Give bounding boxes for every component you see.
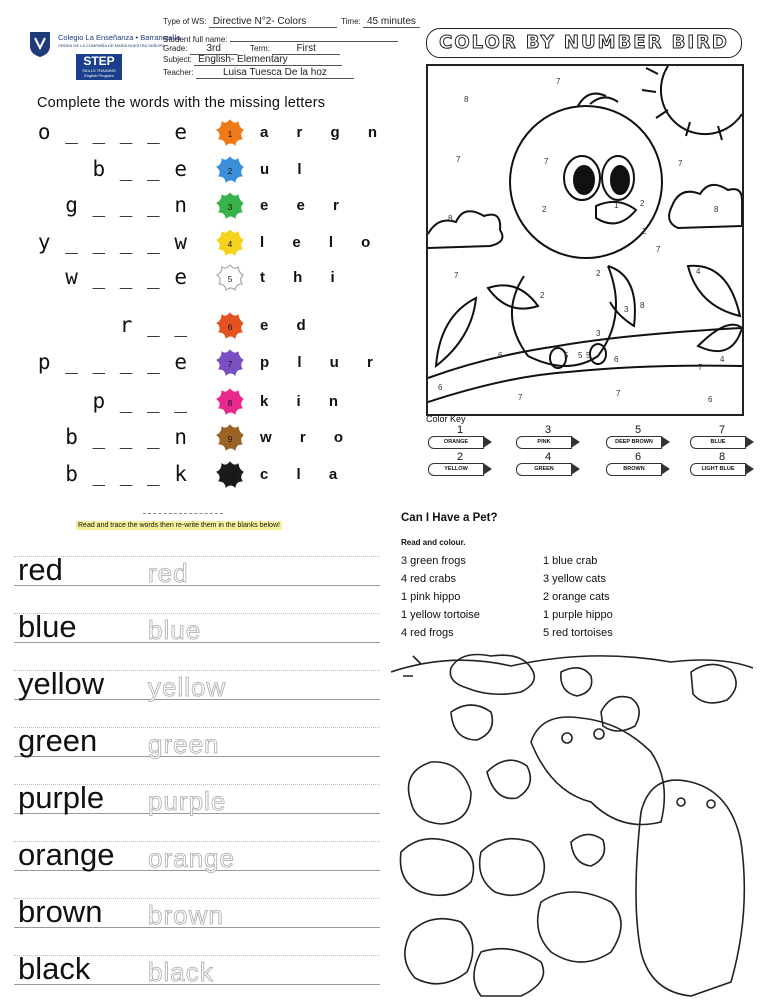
type-of-ws-field[interactable]: Directive N°2- Colors [209, 16, 337, 28]
svg-text:1: 1 [227, 130, 233, 139]
bird-region-number: 1 [614, 201, 619, 210]
word-pattern-9[interactable]: b _ _ _ n [65, 425, 188, 449]
scrambled-letters-4: l e l o [260, 234, 383, 251]
svg-text:10: 10 [225, 472, 235, 481]
bird-region-number: 7 [656, 245, 661, 254]
paint-splat-icon-10 [215, 460, 245, 490]
pet-list-left [401, 552, 480, 642]
term-field[interactable]: First [272, 43, 340, 55]
paint-splat-icon-1 [215, 118, 245, 148]
pet-list-item: 1 purple hippo [543, 609, 613, 621]
word-pattern-1[interactable]: o _ _ _ _ e [37, 120, 188, 144]
crayon-icon: BLUE [690, 436, 746, 449]
scrambled-letters-10: c l a [260, 466, 350, 483]
scrambled-letters-5: t h i [260, 269, 347, 286]
paint-splat-icon-4 [215, 228, 245, 258]
scrambled-letters-8: k i n [260, 393, 351, 410]
trace-word: purple [18, 780, 105, 815]
bird-region-number: 7 [678, 159, 683, 168]
trace-word: red [18, 552, 63, 587]
bird-region-number: 5 [564, 351, 569, 360]
pet-coloring-picture[interactable] [391, 652, 753, 1000]
trace-instructions: Read and trace the words then re-write them in the blanks below! [78, 522, 280, 529]
pet-list-item: 3 green frogs [401, 555, 466, 567]
svg-text:2: 2 [227, 167, 233, 176]
bird-region-number: 2 [642, 227, 647, 236]
svg-text:3: 3 [227, 203, 233, 212]
color-key-title: Color Key [426, 414, 466, 424]
bird-region-number: 2 [640, 199, 645, 208]
color-key-item-6: 6 BROWN [606, 451, 670, 476]
word-pattern-4[interactable]: y _ _ _ _ w [37, 230, 188, 254]
scrambled-letters-2: u l [260, 161, 314, 178]
crayon-icon: YELLOW [428, 463, 484, 476]
time-field[interactable]: 45 minutes [363, 16, 420, 28]
svg-text:8: 8 [227, 399, 233, 408]
trace-word: black [18, 951, 91, 986]
word-pattern-8[interactable]: p _ _ _ [92, 389, 188, 413]
svg-text:6: 6 [227, 323, 233, 332]
bird-region-number: 3 [596, 329, 601, 338]
scrambled-letters-9: w r o [260, 429, 356, 446]
teacher-row: Teacher: Luisa Tuesca De la hoz [163, 67, 354, 79]
color-key-item-7: 7 BLUE [690, 424, 754, 449]
student-name-field[interactable] [230, 32, 398, 42]
trace-ghost-word: green [148, 729, 220, 759]
bird-region-number: 6 [498, 351, 503, 360]
trace-row-yellow[interactable] [14, 666, 380, 712]
color-key-item-8: 8 LIGHT BLUE [690, 451, 754, 476]
trace-row-brown[interactable] [14, 894, 380, 940]
word-pattern-3[interactable]: g _ _ _ n [65, 193, 188, 217]
trace-row-green[interactable] [14, 723, 380, 769]
crayon-icon: PINK [516, 436, 572, 449]
svg-text:9: 9 [227, 435, 233, 444]
trace-row-red[interactable] [14, 552, 380, 598]
scrambled-letters-6: e d [260, 317, 318, 334]
trace-word: green [18, 723, 98, 758]
svg-text:7: 7 [227, 360, 233, 369]
school-logo [28, 30, 52, 58]
type-of-ws-row: Type of WS: Directive N°2- Colors Time: 45 minutes [163, 16, 420, 28]
bird-region-number: 6 [708, 395, 713, 404]
student-name-row: Student full name: [163, 32, 398, 44]
color-key-item-4: 4 GREEN [516, 451, 580, 476]
subject-field[interactable]: English- Elementary [194, 54, 342, 66]
paint-splat-icon-7 [215, 348, 245, 378]
bird-drawing [428, 66, 742, 414]
bird-region-number: 2 [542, 205, 547, 214]
trace-ghost-word: blue [148, 615, 202, 645]
bird-region-number: 4 [696, 267, 701, 276]
trace-ghost-word: black [148, 957, 214, 987]
bird-region-number: 8 [448, 214, 453, 223]
bird-region-number: 7 [454, 271, 459, 280]
pet-list-item: 1 yellow tortoise [401, 609, 480, 621]
trace-row-purple[interactable] [14, 780, 380, 826]
bird-region-number: 8 [464, 95, 469, 104]
trace-ghost-word: orange [148, 843, 235, 873]
pet-list-item: 1 pink hippo [401, 591, 461, 603]
pet-list-item: 2 orange cats [543, 591, 610, 603]
trace-row-orange[interactable] [14, 837, 380, 883]
paint-splat-icon-9 [215, 423, 245, 453]
paint-splat-icon-6 [215, 311, 245, 341]
step-badge: STEP SKILLS TRAINING English Program [76, 54, 122, 80]
crayon-icon: DEEP BROWN [606, 436, 662, 449]
color-key-item-3: 3 PINK [516, 424, 580, 449]
svg-text:4: 4 [227, 240, 233, 249]
pet-subtitle: Read and colour. [401, 538, 466, 547]
scrambled-letters-3: e e r [260, 197, 351, 214]
pet-list-item: 4 red crabs [401, 573, 457, 585]
bird-coloring-picture[interactable] [426, 64, 744, 416]
crayon-icon: ORANGE [428, 436, 484, 449]
svg-text:5: 5 [227, 275, 233, 284]
trace-ghost-word: red [148, 558, 189, 588]
grade-field[interactable]: 3rd [190, 43, 238, 55]
color-key-item-5: 5 DEEP BROWN [606, 424, 670, 449]
bird-region-number: 4 [720, 355, 725, 364]
divider [143, 513, 223, 514]
trace-ghost-word: yellow [148, 672, 227, 702]
word-pattern-7[interactable]: p _ _ _ _ e [37, 350, 188, 374]
bird-region-number: 2 [596, 269, 601, 278]
crayon-icon: LIGHT BLUE [690, 463, 746, 476]
trace-word: blue [18, 609, 77, 644]
crayon-icon: BROWN [606, 463, 662, 476]
scrambled-letters-7: p l u r [260, 354, 385, 371]
crayon-icon: GREEN [516, 463, 572, 476]
trace-word: brown [18, 894, 103, 929]
trace-ghost-word: brown [148, 900, 224, 930]
trace-row-blue[interactable] [14, 609, 380, 655]
subject-row: Subject: English- Elementary [163, 54, 342, 66]
bird-region-number: 2 [540, 291, 545, 300]
pet-list-item: 3 yellow cats [543, 573, 606, 585]
grade-row: Grade: 3rd Term: First [163, 43, 340, 55]
word-pattern-6[interactable]: r _ _ [119, 313, 188, 337]
teacher-field[interactable]: Luisa Tuesca De la hoz [196, 67, 354, 79]
school-name: Colegio La Enseñanza • Barranquilla ORDEN DE LA COMPAÑÍA DE MARÍA NUESTRA SEÑORA [58, 33, 181, 48]
bird-region-number: 5 [586, 351, 591, 360]
paint-splat-icon-5 [215, 263, 245, 293]
bird-region-number: 6 [614, 355, 619, 364]
pet-list-item: 4 red frogs [401, 627, 454, 639]
paint-splat-icon-2 [215, 155, 245, 185]
bird-region-number: 7 [556, 77, 561, 86]
color-key-item-2: 2 YELLOW [428, 451, 492, 476]
bird-region-number: 5 [578, 351, 583, 360]
bird-region-number: 7 [616, 389, 621, 398]
bird-region-number: 7 [698, 363, 703, 372]
pet-animals-drawing [391, 652, 753, 1000]
word-pattern-2[interactable]: b _ _ e [92, 157, 188, 181]
trace-word: orange [18, 837, 115, 872]
pet-list-item: 5 red tortoises [543, 627, 613, 639]
pet-list-right [543, 552, 613, 642]
paint-splat-icon-3 [215, 191, 245, 221]
trace-word: yellow [18, 666, 105, 701]
bird-region-number: 6 [438, 383, 443, 392]
pet-title: Can I Have a Pet? [401, 512, 498, 524]
word-pattern-5[interactable]: w _ _ _ e [65, 265, 188, 289]
bird-region-number: 7 [544, 157, 549, 166]
bird-region-number: 8 [714, 205, 719, 214]
missing-letters-title: Complete the words with the missing letters [37, 95, 326, 111]
bird-region-number: 7 [518, 393, 523, 402]
pet-list-item: 1 blue crab [543, 555, 598, 567]
paint-splat-icon-8 [215, 387, 245, 417]
scrambled-letters-1: a r g n [260, 124, 390, 141]
word-pattern-10[interactable]: b _ _ _ k [65, 462, 188, 486]
bird-region-number: 3 [624, 305, 629, 314]
bird-region-number: 8 [640, 301, 645, 310]
color-key-item-1: 1 ORANGE [428, 424, 492, 449]
bird-title: COLOR BY NUMBER BIRD [426, 28, 742, 58]
trace-row-black[interactable] [14, 951, 380, 997]
trace-ghost-word: purple [148, 786, 227, 816]
bird-region-number: 7 [456, 155, 461, 164]
